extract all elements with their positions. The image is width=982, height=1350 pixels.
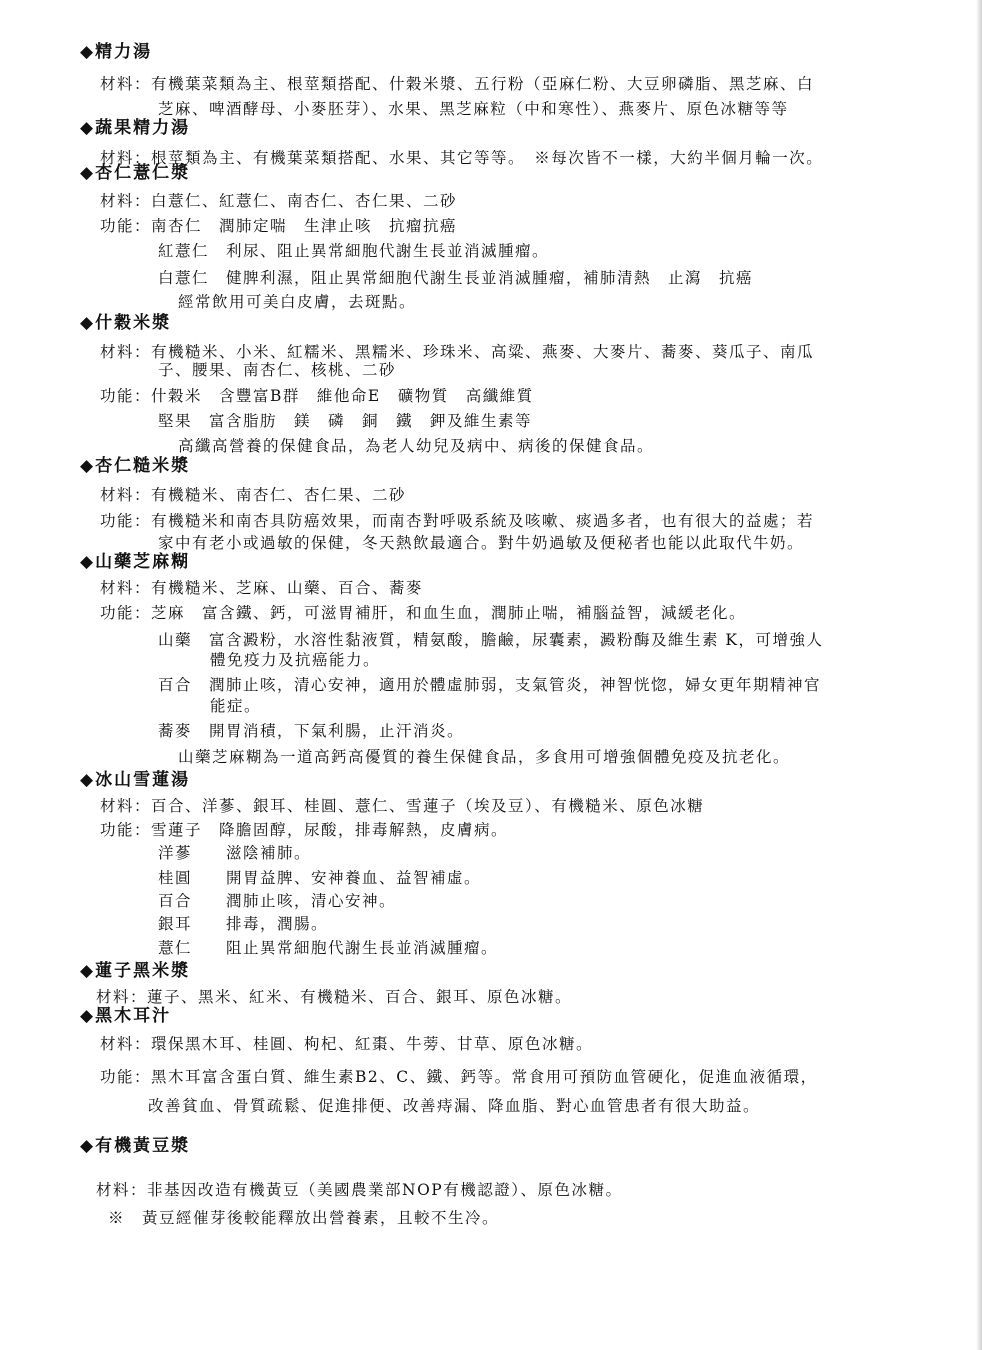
scan-edge: [976, 0, 982, 1350]
text-line: 堅果 富含脂肪 鎂 磷 銅 鐵 鉀及維生素等: [158, 412, 533, 430]
text-line: 材料：百合、洋蔘、銀耳、桂圓、薏仁、雪蓮子（埃及豆）、有機糙米、原色冰糖: [100, 797, 705, 815]
section-heading: ◆什穀米漿: [80, 313, 172, 333]
text-line: 百合 潤肺止咳，清心安神。: [158, 892, 397, 910]
text-line: 桂圓 開胃益脾、安神養血、益智補虛。: [158, 869, 482, 887]
section-heading: ◆黑木耳汁: [80, 1006, 172, 1026]
section-heading: ◆精力湯: [80, 42, 153, 62]
text-line: 經常飲用可美白皮膚，去斑點。: [178, 293, 417, 311]
section-heading: ◆冰山雪蓮湯: [80, 770, 191, 790]
text-line: 材料：有機糙米、芝麻、山藥、百合、蕎麥: [100, 579, 424, 597]
text-line: 功能：什穀米 含豐富B群 維他命E 礦物質 高纖維質: [100, 387, 534, 405]
section-heading: ◆杏仁薏仁漿: [80, 163, 191, 183]
text-line: 功能：黑木耳富含蛋白質、維生素B2、C、鐵、鈣等。常食用可預防血管硬化，促進血液循環，: [100, 1068, 818, 1086]
text-line: 洋蔘 滋陰補肺。: [158, 844, 312, 862]
text-line: 薏仁 阻止異常細胞代謝生長並消滅腫瘤。: [158, 939, 499, 957]
text-line: 芝麻、啤酒酵母、小麥胚芽）、水果、黑芝麻粒（中和寒性）、燕麥片、原色冰糖等等: [158, 100, 789, 118]
text-line: 紅薏仁 利尿、阻止異常細胞代謝生長並消滅腫瘤。: [158, 242, 550, 260]
text-line: 材料：有機糙米、小米、紅糯米、黑糯米、珍珠米、高粱、燕麥、大麥片、蕎麥、葵瓜子、南瓜: [100, 343, 815, 361]
section-heading: ◆山藥芝麻糊: [80, 552, 191, 572]
text-line: 高纖高營養的保健食品，為老人幼兒及病中、病後的保健食品。: [178, 437, 655, 455]
text-line: 能症。: [210, 697, 262, 715]
text-line: 蕎麥 開胃消積，下氣利腸，止汗消炎。: [158, 722, 465, 740]
section-heading: ◆蓮子黑米漿: [80, 961, 191, 981]
text-line: 材料：白薏仁、紅薏仁、南杏仁、杏仁果、二砂: [100, 192, 458, 210]
text-line: 白薏仁 健脾利濕，阻止異常細胞代謝生長並消滅腫瘤，補肺清熱 止瀉 抗癌: [158, 269, 754, 287]
text-line: ※ 黃豆經催芽後較能釋放出營養素，且較不生冷。: [108, 1209, 500, 1227]
text-line: 山藥芝麻糊為一道高鈣高優質的養生保健食品，多食用可增強個體免疫及抗老化。: [178, 748, 791, 766]
text-line: 功能：有機糙米和南杏具防癌效果，而南杏對呼吸系統及咳嗽、痰過多者，也有很大的益處；若: [100, 512, 815, 530]
text-line: 體免疫力及抗癌能力。: [210, 651, 381, 669]
text-line: 材料：有機葉菜類為主、根莖類搭配、什穀米漿、五行粉（亞麻仁粉、大豆卵磷脂、黑芝麻、白: [100, 75, 815, 93]
text-line: 功能：芝麻 富含鐵、鈣，可滋胃補肝，和血生血，潤肺止喘，補腦益智，減緩老化。: [100, 604, 747, 622]
section-heading: ◆杏仁糙米漿: [80, 456, 191, 476]
text-line: 材料：有機糙米、南杏仁、杏仁果、二砂: [100, 486, 407, 504]
text-line: 子、腰果、南杏仁、核桃、二砂: [158, 361, 397, 379]
text-line: 山藥 富含澱粉，水溶性黏液質，精氨酸，膽鹼，尿囊素，澱粉酶及維生素 K，可增強人: [158, 631, 824, 649]
text-line: 改善貧血、骨質疏鬆、促進排便、改善痔漏、降血脂、對心血管患者有很大助益。: [148, 1097, 761, 1115]
text-line: 材料：根莖類為主、有機葉菜類搭配、水果、其它等等。 ※每次皆不一樣，大約半個月輪一次。: [100, 149, 824, 167]
text-line: 材料：非基因改造有機黃豆（美國農業部NOP有機認證）、原色冰糖。: [96, 1181, 623, 1199]
section-heading: ◆蔬果精力湯: [80, 118, 191, 138]
text-line: 材料：蓮子、黑米、紅米、有機糙米、百合、銀耳、原色冰糖。: [96, 988, 573, 1006]
text-line: 家中有老小或過敏的保健，冬天熱飲最適合。對牛奶過敏及便秘者也能以此取代牛奶。: [158, 534, 805, 552]
text-line: 功能：雪蓮子 降膽固醇，尿酸，排毒解熱，皮膚病。: [100, 821, 509, 839]
text-line: 百合 潤肺止咳，清心安神，適用於體虛肺弱，支氣管炎，神智恍惚，婦女更年期精神官: [158, 676, 822, 694]
text-line: 功能：南杏仁 潤肺定喘 生津止咳 抗瘤抗癌: [100, 217, 458, 235]
text-line: 材料：環保黑木耳、桂圓、枸杞、紅棗、牛蒡、甘草、原色冰糖。: [100, 1035, 594, 1053]
text-line: 銀耳 排毒，潤腸。: [158, 915, 329, 933]
section-heading: ◆有機黃豆漿: [80, 1136, 191, 1156]
